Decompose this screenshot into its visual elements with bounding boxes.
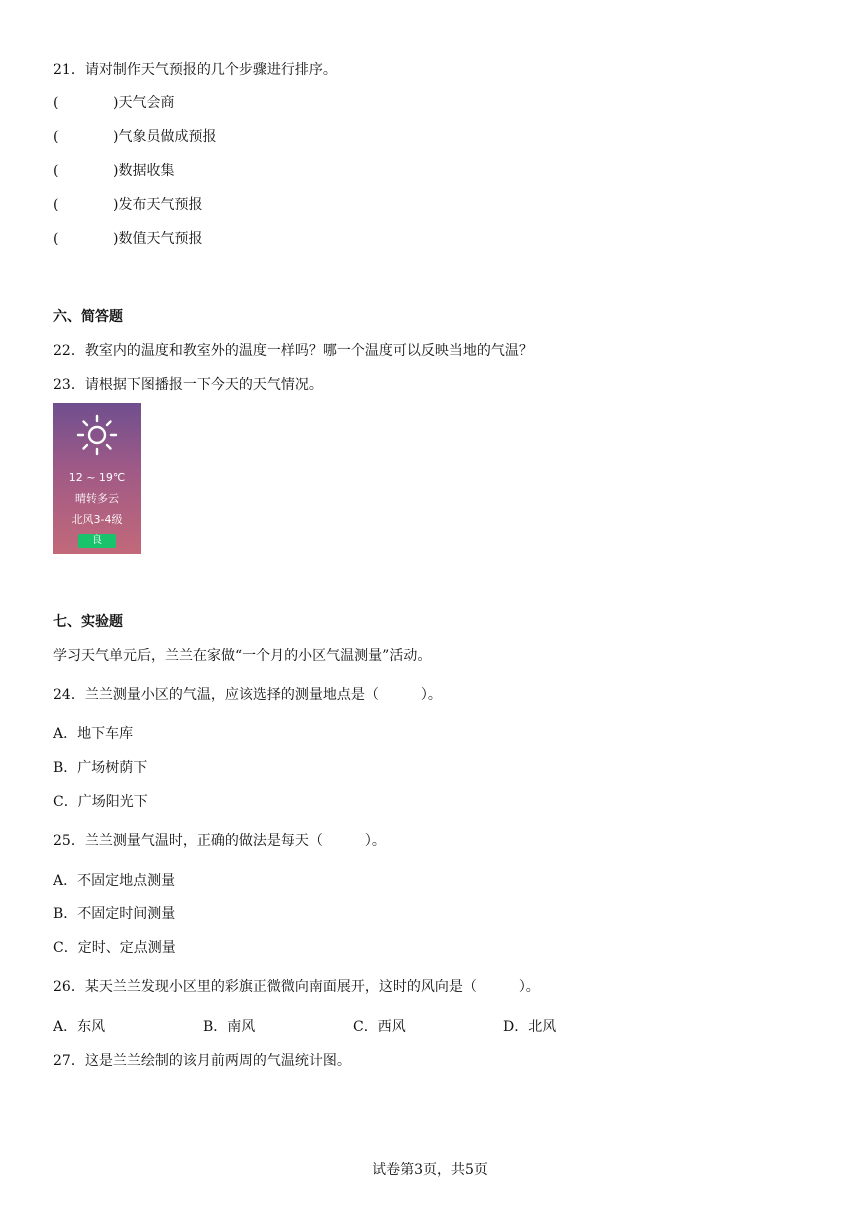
open-paren: ( — [53, 163, 59, 179]
option-c[interactable]: C．定时、定点测量 — [53, 940, 176, 956]
weather-card — [53, 403, 141, 554]
answer-blank-1[interactable] — [53, 93, 174, 113]
option-a[interactable]: A．地下车库 — [53, 726, 134, 742]
open-paren: ( — [53, 95, 59, 111]
wind-level: 北风3-4级 — [71, 513, 123, 526]
question-24-stem: 24．兰兰测量小区的气温，应该选择的测量地点是（ ）。 — [53, 687, 442, 703]
answer-blank-5[interactable] — [53, 229, 202, 249]
option-a[interactable]: A．东风 — [53, 1019, 106, 1035]
option-b[interactable]: B．广场树荫下 — [53, 760, 148, 776]
step-label: )数据收集 — [113, 163, 175, 179]
open-paren: ( — [53, 129, 59, 145]
question-27-stem: 27．这是兰兰绘制的该月前两周的气温统计图。 — [53, 1053, 351, 1069]
option-d[interactable]: D．北风 — [503, 1019, 557, 1035]
question-23-stem: 23．请根据下图播报一下今天的天气情况。 — [53, 377, 323, 393]
sun-icon — [72, 413, 122, 457]
air-quality-badge: 良 — [78, 534, 116, 548]
answer-blank-2[interactable] — [53, 127, 216, 147]
open-paren: ( — [53, 197, 59, 213]
experiment-intro: 学习天气单元后，兰兰在家做“一个月的小区气温测量”活动。 — [53, 648, 432, 664]
step-label: )发布天气预报 — [113, 197, 203, 213]
answer-blank-3[interactable] — [53, 161, 174, 181]
answer-blank-4[interactable] — [53, 195, 202, 215]
option-c[interactable]: C．西风 — [353, 1019, 406, 1035]
page-footer: 试卷第3页，共5页 — [372, 1162, 488, 1178]
step-label: )数值天气预报 — [113, 231, 203, 247]
option-b[interactable]: B．不固定时间测量 — [53, 906, 176, 922]
option-a[interactable]: A．不固定地点测量 — [53, 873, 176, 889]
option-c[interactable]: C．广场阳光下 — [53, 794, 148, 810]
step-label: )天气会商 — [113, 95, 175, 111]
section-title-short-answer: 六、简答题 — [53, 309, 123, 325]
question-21-stem: 21．请对制作天气预报的几个步骤进行排序。 — [53, 62, 337, 78]
open-paren: ( — [53, 231, 59, 247]
step-label: )气象员做成预报 — [113, 129, 217, 145]
temperature-range: 12 ~ 19℃ — [68, 471, 126, 484]
question-22-stem: 22．教室内的温度和教室外的温度一样吗？哪一个温度可以反映当地的气温？ — [53, 343, 533, 359]
option-b[interactable]: B．南风 — [203, 1019, 256, 1035]
section-title-experiment: 七、实验题 — [53, 614, 123, 630]
weather-condition: 晴转多云 — [75, 492, 119, 505]
question-25-stem: 25．兰兰测量气温时，正确的做法是每天（ ）。 — [53, 833, 386, 849]
question-26-stem: 26．某天兰兰发现小区里的彩旗正微微向南面展开，这时的风向是（ ）。 — [53, 979, 540, 995]
